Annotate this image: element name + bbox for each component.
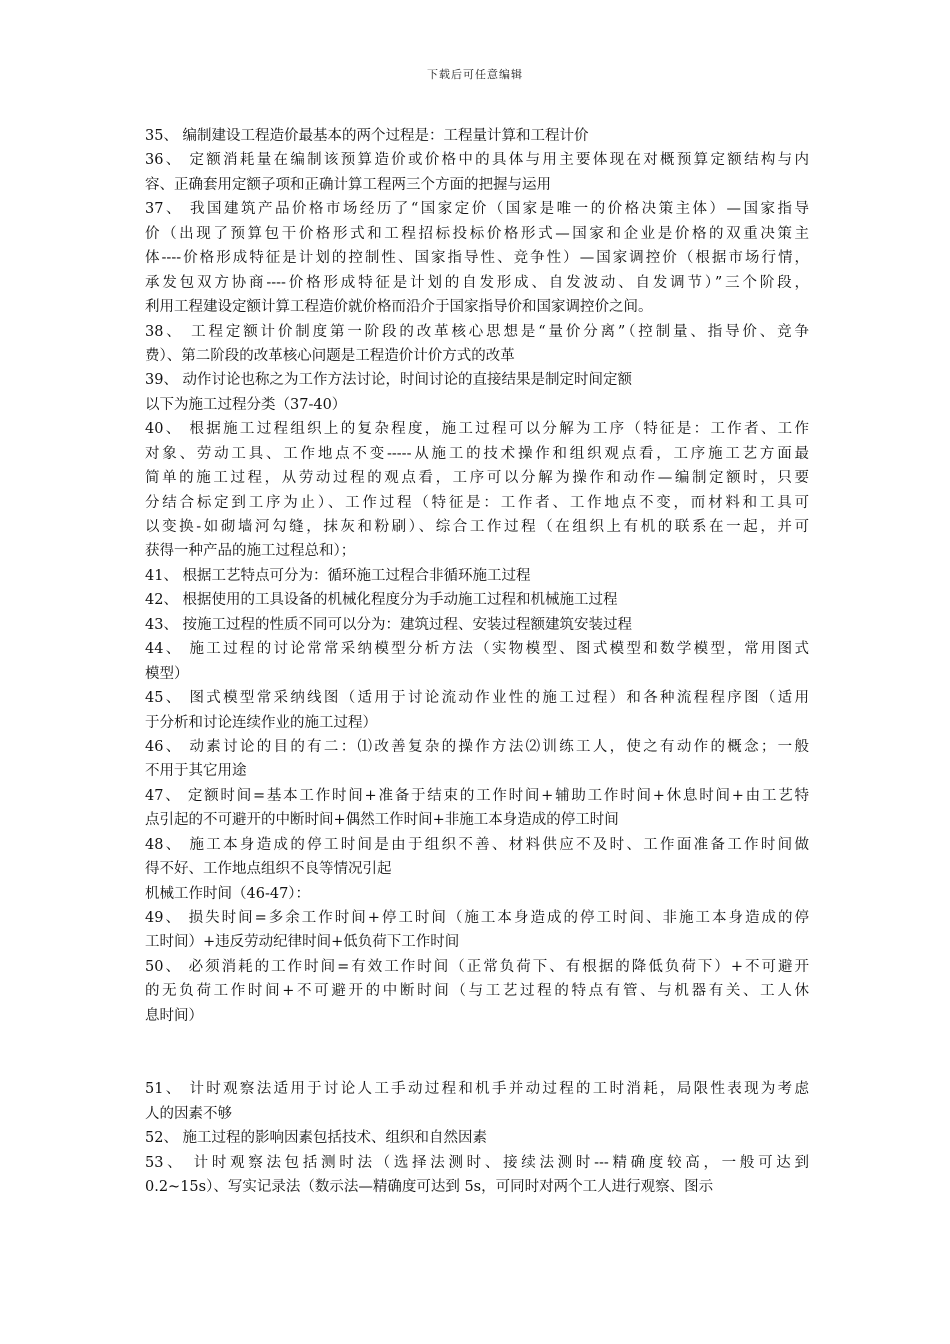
- text-line: 38、 工程定额计价制度第一阶段的改革核心思想是“量价分离”（控制量、指导价、竞争: [145, 323, 809, 340]
- paragraph: [145, 368, 809, 392]
- text-line: 49、 损失时间=多余工作时间+停工时间（施工本身造成的停工时间、非施工本身造成的停: [145, 910, 809, 926]
- text-line: 45、 图式模型常采纳线图（适用于讨论流动作业性的施工过程）和各种流程程序图（适用: [145, 690, 809, 707]
- text-line: 模型）: [145, 665, 189, 682]
- text-line: 以下为施工过程分类（37-40）: [145, 396, 347, 413]
- paragraph: [145, 417, 809, 564]
- text-line: 53、 计时观察法包括测时法（选择法测时、接续法测时---精确度较高，一般可达到: [145, 1154, 809, 1171]
- text-line: 工时间）+违反劳动纪律时间+低负荷下工作时间: [145, 934, 460, 951]
- text-line: 点引起的不可避开的中断时间+偶然工作时间+非施工本身造成的停工时间: [145, 812, 619, 829]
- text-line: 承发包双方协商----价格形成特征是计划的自发形成、自发波动、自发调节）”三个阶段，: [145, 274, 809, 291]
- paragraph: [145, 1151, 809, 1200]
- text-line: 于分析和讨论连续作业的施工过程）: [145, 714, 377, 731]
- paragraph: [145, 906, 809, 955]
- text-line: 容、正确套用定额子项和正确计算工程两三个方面的把握与运用: [145, 176, 551, 193]
- text-line: 35、 编制建设工程造价最基本的两个过程是：工程量计算和工程计价: [145, 128, 589, 144]
- text-line: 43、 按施工过程的性质不同可以分为：建筑过程、安装过程额建筑安装过程: [145, 616, 633, 633]
- paragraph: [145, 637, 809, 686]
- text-line: 价（出现了预算包干价格形式和工程招标投标价格形式—国家和企业是价格的双重决策主: [145, 225, 809, 242]
- text-line: 0.2~15s）、写实记录法（数示法—精确度可达到 5s，可同时对两个工人进行观察、图示: [145, 1178, 714, 1195]
- text-line: 机械工作时间（46-47）：: [145, 885, 311, 902]
- text-line: 50、 必须消耗的工作时间=有效工作时间（正常负荷下、有根据的降低负荷下）+不可避开: [145, 958, 809, 975]
- text-line: 51、 计时观察法适用于讨论人工手动过程和机手并动过程的工时消耗，局限性表现为考虑: [145, 1081, 809, 1098]
- paragraph: [145, 320, 809, 369]
- paragraph: [145, 148, 809, 197]
- paragraph: [145, 393, 809, 417]
- text-line: 人的因素不够: [145, 1105, 232, 1122]
- text-line: 39、 动作讨论也称之为工作方法讨论，时间讨论的直接结果是制定时间定额: [145, 372, 633, 389]
- paragraph: [145, 588, 809, 612]
- text-line: 47、 定额时间=基本工作时间+准备于结束的工作时间+辅助工作时间+休息时间+由工艺特: [145, 787, 809, 804]
- text-line: 简单的施工过程，从劳动过程的观点看，工序可以分解为操作和动作—编制定额时，只要: [145, 470, 809, 487]
- document-body: [145, 124, 809, 1199]
- text-line: 得不好、工作地点组织不良等情况引起: [145, 861, 392, 878]
- text-line: 37、 我国建筑产品价格市场经历了“国家定价（国家是唯一的价格决策主体）—国家指导: [145, 201, 809, 218]
- paragraph: [145, 613, 809, 637]
- text-line: 41、 根据工艺特点可分为：循环施工过程合非循环施工过程: [145, 567, 531, 584]
- paragraph: [145, 1126, 809, 1150]
- text-line: 息时间）: [145, 1007, 203, 1024]
- paragraph: [145, 882, 809, 906]
- paragraph: [145, 784, 809, 833]
- text-line: 的无负荷工作时间+不可避开的中断时间（与工艺过程的特点有管、与机器有关、工人休: [145, 983, 809, 1000]
- page-header: 下载后可任意编辑: [427, 68, 523, 81]
- text-line: 40、 根据施工过程组织上的复杂程度，施工过程可以分解为工序（特征是：工作者、工作: [145, 421, 809, 438]
- text-line: 46、 动素讨论的目的有二：⑴改善复杂的操作方法⑵训练工人，使之有动作的概念；一般: [145, 738, 809, 755]
- paragraph: [145, 686, 809, 735]
- paragraph: [145, 564, 809, 588]
- section-gap: [145, 1028, 809, 1077]
- text-line: 42、 根据使用的工具设备的机械化程度分为手动施工过程和机械施工过程: [145, 592, 618, 609]
- text-line: 对象、劳动工具、工作地点不变-----从施工的技术操作和组织观点看，工序施工艺方面最: [145, 445, 809, 462]
- text-line: 52、 施工过程的影响因素包括技术、组织和自然因素: [145, 1130, 488, 1147]
- paragraph: [145, 955, 809, 1028]
- paragraph: [145, 197, 809, 319]
- document-section-continued: [145, 1077, 809, 1199]
- paragraph: [145, 833, 809, 882]
- document-section-main: [145, 124, 809, 1028]
- text-line: 36、 定额消耗量在编制该预算造价或价格中的具体与用主要体现在对概预算定额结构与内: [145, 152, 809, 169]
- text-line: 利用工程建设定额计算工程造价就价格而沿介于国家指导价和国家调控价之间。: [145, 299, 653, 316]
- text-line: 费）、第二阶段的改革核心问题是工程造价计价方式的改革: [145, 347, 515, 364]
- paragraph: [145, 735, 809, 784]
- text-line: 分结合标定到工序为止）、工作过程（特征是：工作者、工作地点不变，而材料和工具可: [145, 494, 809, 511]
- paragraph: [145, 124, 809, 148]
- text-line: 获得一种产品的施工过程总和）；: [145, 543, 356, 560]
- text-line: 以变换-如砌墙河勾缝，抹灰和粉刷）、综合工作过程（在组织上有机的联系在一起，并可: [145, 519, 809, 535]
- text-line: 44、 施工过程的讨论常常采纳模型分析方法（实物模型、图式模型和数学模型，常用图式: [145, 641, 809, 658]
- paragraph: [145, 1077, 809, 1126]
- text-line: 48、 施工本身造成的停工时间是由于组织不善、材料供应不及时、工作面准备工作时间做: [145, 836, 809, 853]
- text-line: 不用于其它用途: [145, 763, 247, 780]
- text-line: 体----价格形成特征是计划的控制性、国家指导性、竞争性）—国家调控价（根据市场行情，: [145, 250, 809, 267]
